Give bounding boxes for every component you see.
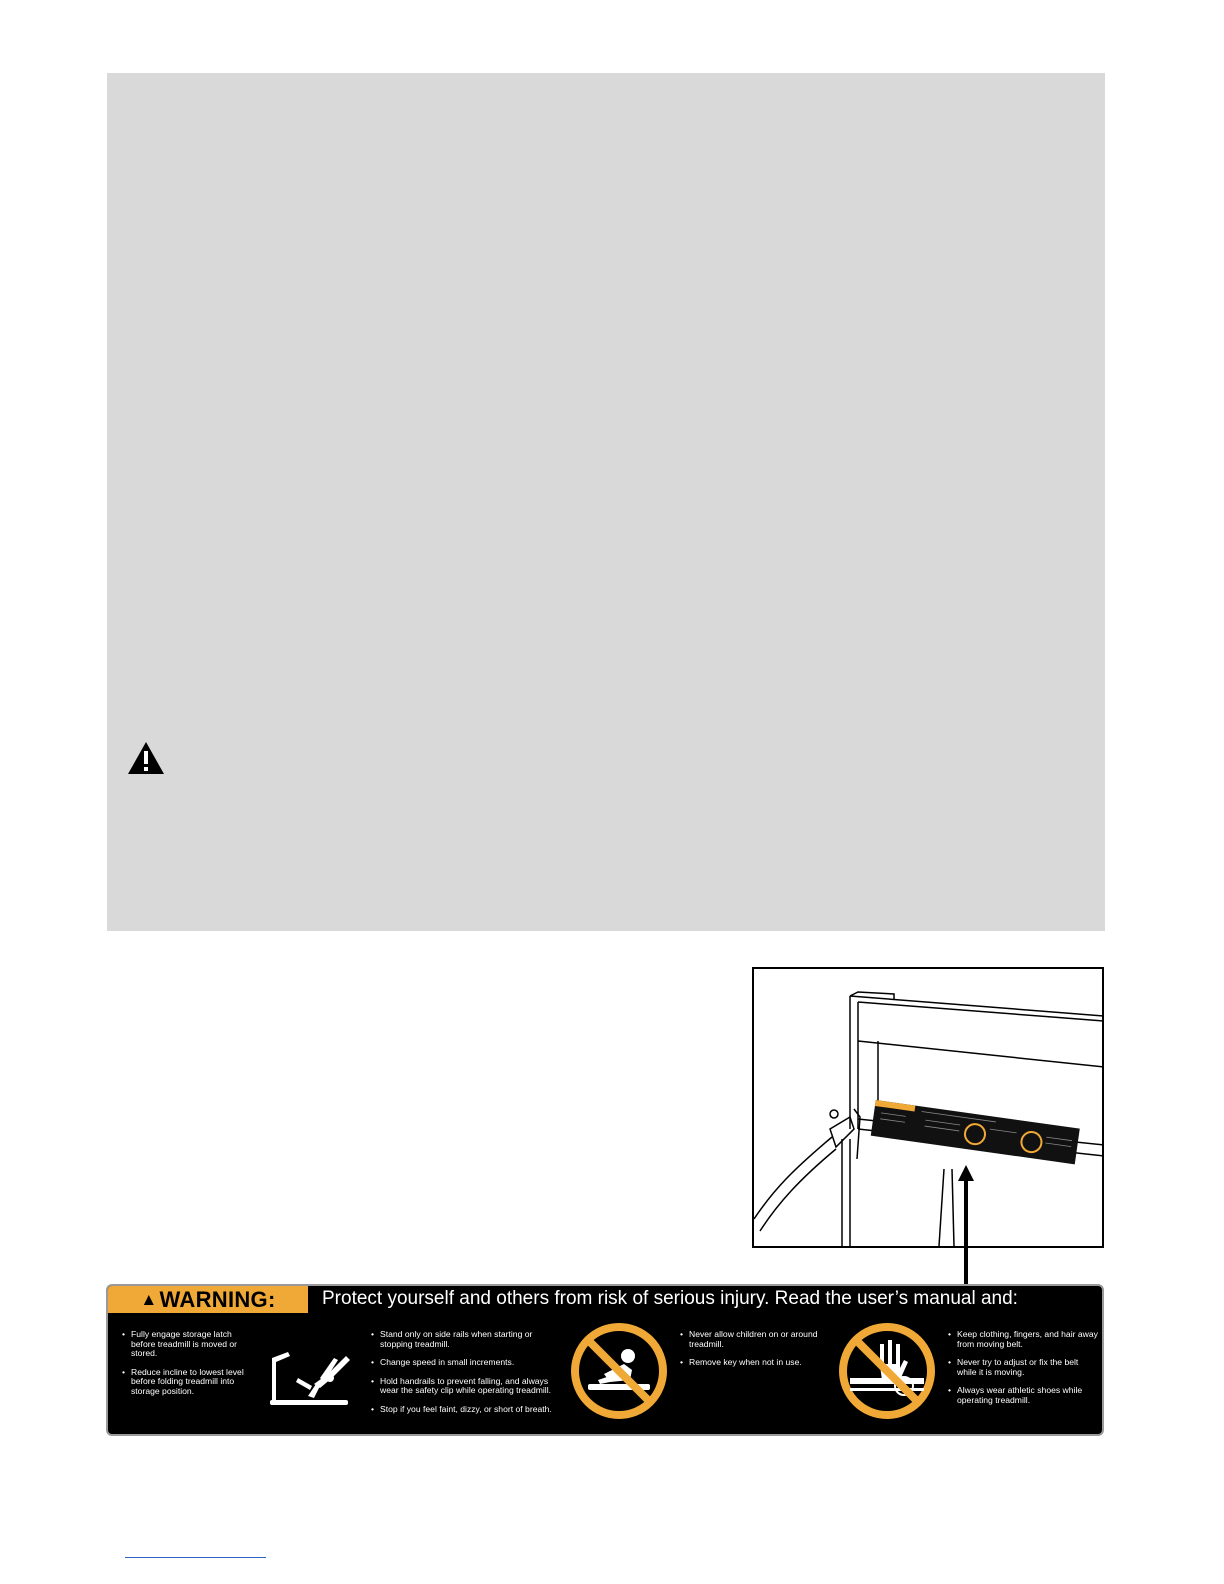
decal-column-4 xyxy=(948,1330,1098,1414)
list-item: • Never allow children on or around treadmill. xyxy=(680,1330,820,1349)
decal-column-1 xyxy=(122,1330,252,1405)
treadmill-upright-drawing xyxy=(754,969,1102,1246)
list-item: • Always wear athletic shoes while operating treadmill. xyxy=(948,1386,1098,1405)
warning-decal xyxy=(106,1284,1104,1436)
list-item: • Keep clothing, fingers, and hair away from moving belt. xyxy=(948,1330,1098,1349)
warning-triangle-icon: ▲ xyxy=(140,1289,158,1309)
arrow-up-icon xyxy=(956,1165,976,1287)
warning-triangle-icon xyxy=(127,741,165,775)
no-hands-icon xyxy=(838,1322,936,1420)
list-item: • Stop if you feel faint, dizzy, or short of breath. xyxy=(371,1405,566,1415)
list-item: • Stand only on side rails when starting or stopping treadmill. xyxy=(371,1330,566,1349)
list-item: • Never try to adjust or fix the belt while it is moving. xyxy=(948,1358,1098,1377)
footer-rule xyxy=(125,1557,266,1558)
list-item: • Reduce incline to lowest level before folding treadmill into storage position. xyxy=(122,1368,252,1397)
list-item: • Fully engage storage latch before treadmill is moved or stored. xyxy=(122,1330,252,1359)
decal-column-2 xyxy=(371,1330,566,1423)
decal-warning-label: WARNING: xyxy=(159,1286,276,1312)
list-item: • Change speed in small increments. xyxy=(371,1358,566,1368)
list-item: • Hold handrails to prevent falling, and always wear the safety clip while operating treadmill. xyxy=(371,1377,566,1396)
decal-warning-header xyxy=(108,1286,308,1313)
person-falling-icon xyxy=(268,1348,354,1406)
no-children-icon xyxy=(570,1322,668,1420)
decal-location-figure xyxy=(752,967,1104,1248)
precautions-panel xyxy=(107,73,1105,931)
decal-column-3 xyxy=(680,1330,820,1377)
decal-headline: Protect yourself and others from risk of serious injury. Read the user’s manual and: xyxy=(322,1288,1018,1309)
list-item: • Remove key when not in use. xyxy=(680,1358,820,1368)
